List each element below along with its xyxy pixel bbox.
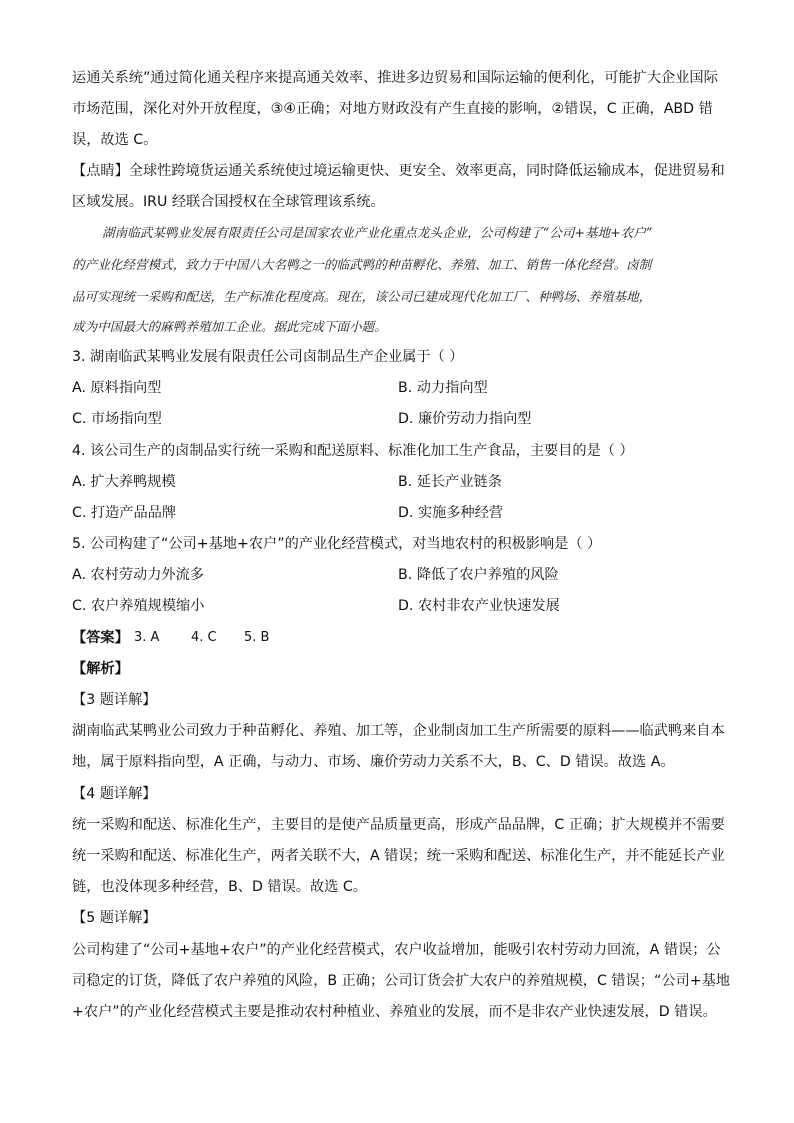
dianjing-line-1: 【点睛】全球性跨境货运通关系统使过境运输更快、更安全、效率更高，同时降低运输成本，促进贸易和	[72, 163, 725, 179]
passage-line-2: 的产业化经营模式，致力于中国八大名鸭之一的临武鸭的种苗孵化、养殖、加工、销售一体化经营。卤制	[72, 257, 652, 272]
q4-option-b: B. 延长产业链条	[398, 474, 502, 490]
q4-option-a: A. 扩大养鸭规模	[72, 474, 176, 490]
passage-line-1: 湖南临武某鸭业发展有限责任公司是国家农业产业化重点龙头企业，公司构建了“公司+基地+农户”	[102, 225, 653, 240]
answer-label: 【答案】	[72, 630, 129, 646]
passage-line-3: 品可实现统一采购和配送，生产标准化程度高。现在，该公司已建成现代化加工厂、种鸭场、养殖基地，	[72, 289, 652, 304]
q3-option-d: D. 廉价劳动力指向型	[398, 411, 532, 427]
detail4-title: 【4 题详解】	[72, 786, 157, 802]
detail4-line-2: 统一采购和配送、标准化生产，两者关联不大，A 错误；统一采购和配送、标准化生产，并不能延长产业	[72, 848, 725, 864]
q3-option-c: C. 市场指向型	[72, 411, 162, 427]
detail5-line-3: +农户”的产业化经营模式主要是推动农村种植业、养殖业的发展，而不是非农产业快速发展，D 错误。	[72, 1004, 717, 1020]
q3-option-a: A. 原料指向型	[72, 380, 162, 396]
detail3-line-2: 地，属于原料指向型，A 正确，与动力、市场、廉价劳动力关系不大，B、C、D 错误。故选 A。	[72, 754, 675, 770]
detail5-title: 【5 题详解】	[72, 910, 157, 926]
q4-option-c: C. 打造产品品牌	[72, 505, 177, 521]
intro-line-3: 误，故选 C。	[72, 132, 158, 148]
dianjing-line-2: 区域发展。IRU 经联合国授权在全球管理该系统。	[72, 194, 385, 210]
detail4-line-3: 链，也没体现多种经营，B、D 错误。故选 C。	[72, 879, 367, 895]
q3-option-b: B. 动力指向型	[398, 380, 488, 396]
detail3-title: 【3 题详解】	[72, 692, 157, 708]
q5-option-d: D. 农村非农产业快速发展	[398, 598, 560, 614]
passage-line-4: 成为中国最大的麻鸭养殖加工企业。据此完成下面小题。	[72, 319, 387, 334]
q5-stem: 5. 公司构建了“公司+基地+农户”的产业化经营模式，对当地农村的积极影响是（ ）	[72, 536, 602, 552]
detail5-line-2: 司稳定的订货，降低了农户养殖的风险，B 正确；公司订货会扩大农户的养殖规模，C 错误；“公司+基地	[72, 973, 730, 989]
q5-option-a: A. 农村劳动力外流多	[72, 567, 204, 583]
answer-value-3: 3. A	[134, 630, 160, 645]
q5-option-c: C. 农户养殖规模缩小	[72, 598, 205, 614]
q4-option-d: D. 实施多种经营	[398, 505, 504, 521]
answer-value-5: 5. B	[244, 630, 270, 645]
q3-stem: 3. 湖南临武某鸭业发展有限责任公司卤制品生产企业属于（ ）	[72, 349, 464, 365]
analysis-label: 【解析】	[72, 661, 129, 677]
detail4-line-1: 统一采购和配送、标准化生产，主要目的是使产品质量更高，形成产品品牌，C 正确；扩大规模并不需要	[72, 817, 725, 833]
q5-option-b: B. 降低了农户养殖的风险	[398, 567, 559, 583]
answer-value-4: 4. C	[191, 630, 217, 645]
detail5-line-1: 公司构建了“公司+基地+农户”的产业化经营模式，农户收益增加，能吸引农村劳动力回流，A 错误；公	[72, 942, 721, 958]
q4-stem: 4. 该公司生产的卤制品实行统一采购和配送原料、标准化加工生产食品，主要目的是（ ）	[72, 443, 634, 459]
intro-line-1: 运通关系统”通过简化通关程序来提高通关效率、推进多边贸易和国际运输的便利化，可能扩大企业国际	[72, 70, 718, 86]
detail3-line-1: 湖南临武某鸭业公司致力于种苗孵化、养殖、加工等，企业制卤加工生产所需要的原料——临武鸭来自本	[72, 723, 725, 739]
intro-line-2: 市场范围，深化对外开放程度，③④正确；对地方财政没有产生直接的影响，②错误，C 正确，ABD 错	[72, 101, 713, 117]
